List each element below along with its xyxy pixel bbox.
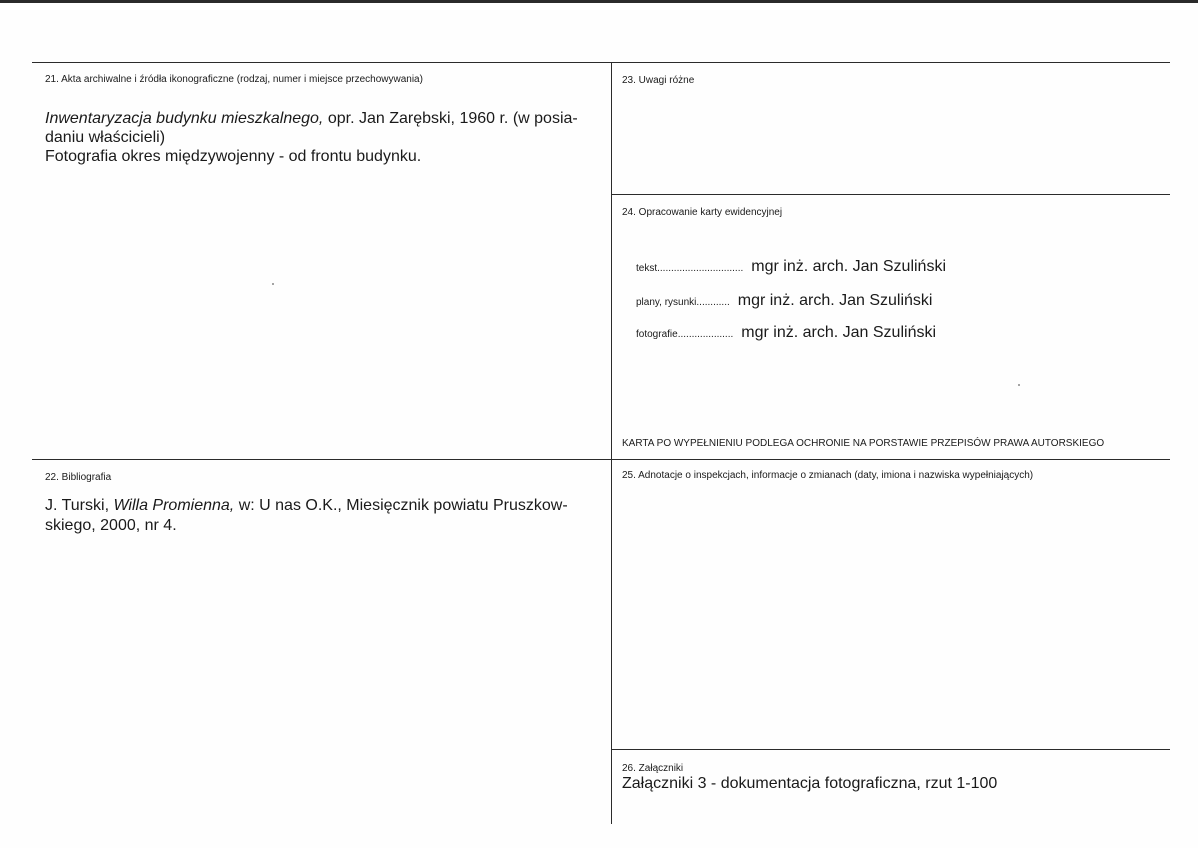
- section-24-label: 24. Opracowanie karty ewidencyjnej: [622, 207, 783, 218]
- row-value: mgr inż. arch. Jan Szuliński: [741, 324, 937, 341]
- section-22-label: 22. Bibliografia: [45, 472, 112, 483]
- rule-25-26: [611, 749, 1170, 750]
- section-22-author: J. Turski,: [45, 497, 114, 514]
- dot-leader: ............: [696, 297, 730, 308]
- rule-23-24: [611, 194, 1170, 195]
- authorship-row-photos: [636, 324, 936, 342]
- copyright-notice: KARTA PO WYPEŁNIENIU PODLEGA OCHRONIE NA PORSTAWIE PRZEPISÓW PRAWA AUTORSKIEGO: [622, 438, 1105, 449]
- scan-top-edge: [0, 0, 1198, 3]
- middle-rule: [32, 459, 1170, 460]
- row-value: mgr inż. arch. Jan Szuliński: [751, 258, 946, 275]
- section-23-label: 23. Uwagi różne: [622, 75, 695, 86]
- section-21-line-1: [45, 109, 578, 129]
- section-25-label: 25. Adnotacje o inspekcjach, informacje o zmianach (daty, imiona i nazwiska wypełniających): [622, 470, 1034, 481]
- row-label: plany, rysunki: [636, 297, 697, 308]
- authorship-row-drawings: [636, 292, 932, 310]
- section-21-line-2: daniu właścicieli): [45, 129, 166, 146]
- section-21-label: 21. Akta archiwalne i źródła ikonograficzne (rodzaj, numer i miejsce przechowywania): [45, 74, 423, 85]
- section-22-line-2: skiego, 2000, nr 4.: [45, 517, 177, 534]
- dot-leader: ....................: [677, 329, 734, 340]
- scan-speck: [272, 283, 274, 285]
- section-26-content: Załączniki 3 - dokumentacja fotograficzna, rzut 1-100: [622, 775, 998, 792]
- row-label: tekst: [636, 263, 658, 274]
- section-21-line-3: Fotografia okres międzywojenny - od frontu budynku.: [45, 148, 422, 165]
- section-21-title-italic: Inwentaryzacja budynku mieszkalnego,: [45, 110, 324, 127]
- section-26-label: 26. Załączniki: [622, 763, 684, 774]
- section-22-title-italic: Willa Promienna,: [113, 497, 235, 514]
- section-22-line-1-rest: w: U nas O.K., Miesięcznik powiatu Pruszkow-: [234, 497, 568, 514]
- dot-leader: ...............................: [657, 263, 744, 274]
- authorship-row-text: [636, 258, 946, 276]
- top-rule: [32, 62, 1170, 63]
- section-21-line-1-rest: opr. Jan Zarębski, 1960 r. (w posia-: [323, 110, 578, 127]
- scan-speck: [1018, 384, 1020, 386]
- row-label: fotografie: [636, 329, 678, 340]
- section-22-line-1: [45, 496, 568, 516]
- column-divider: [611, 62, 612, 824]
- row-value: mgr inż. arch. Jan Szuliński: [737, 292, 933, 309]
